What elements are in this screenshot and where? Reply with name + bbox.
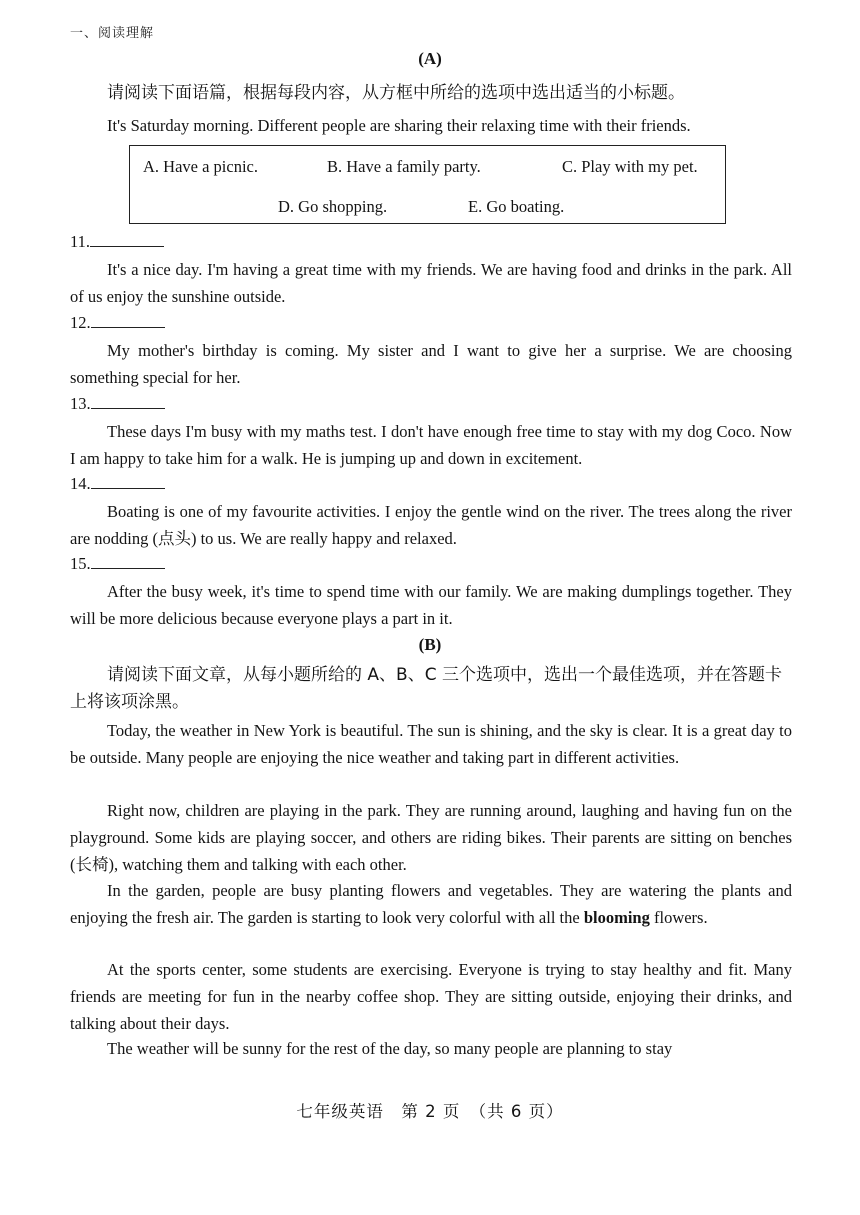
question-14-text: Boating is one of my favourite activities. I enjoy the gentle wind on the river. The trees along the river are nodding (点头) to us. We are really happy and relaxed. [70,502,792,548]
page-footer: 七年级英语 第 2 页 （共 6 页） [296,1102,564,1121]
passage-paragraph-5: The weather will be sunny for the rest of the day, so many people are planning to stay [107,1039,673,1058]
bold-word: blooming [583,908,650,927]
option-c: C. Play with my pet. [562,157,698,176]
question-13-text: These days I'm busy with my maths test. I don't have enough free time to stay with my dog Coco. Now I am happy to take him for a walk. He is jumping up and down in excitement. [70,422,792,468]
section-a-heading: (A) [418,49,442,68]
question-11-number: 11. [70,232,164,252]
passage-paragraph-4: At the sports center, some students are exercising. Everyone is trying to stay healthy and fit. Many friends are meeting for fun in the nearby coffee shop. They are sitting outside, enjoying their drinks, and talking about their days. [70,960,792,1033]
question-13-number: 13. [70,394,165,414]
option-a: A. Have a picnic. [143,157,258,176]
answer-blank[interactable] [91,474,165,489]
question-15-text: After the busy week, it's time to spend time with our family. We are making dumplings together. They will be more delicious because everyone plays a part in it. [70,582,792,628]
option-d: D. Go shopping. [278,197,388,216]
question-12-number: 12. [70,313,165,333]
passage-paragraph-1: Today, the weather in New York is beautiful. The sun is shining, and the sky is clear. It is a great day to be outside. Many people are enjoying the nice weather and taking part in different activities. [70,721,792,767]
section-header-fragment: 一、阅读理解 [70,25,155,40]
question-14-number: 14. [70,474,165,494]
section-b-heading: (B) [418,635,442,654]
question-12-text: My mother's birthday is coming. My sister and I want to give her a surprise. We are choosing something special for her. [70,341,792,387]
section-a-instruction: 请阅读下面语篇，根据每段内容，从方框中所给的选项中选出适当的小标题。 [107,83,685,103]
section-a-intro: It's Saturday morning. Different people are sharing their relaxing time with their friends. [107,116,691,135]
option-b: B. Have a family party. [327,157,481,176]
question-11-text: It's a nice day. I'm having a great time with my friends. We are having food and drinks in the park. All of us enjoy the sunshine outside. [70,260,792,306]
passage-paragraph-2: Right now, children are playing in the park. They are running around, laughing and having fun on the playground. Some kids are playing soccer, and others are riding bikes. Their parents are sitting on benches (长椅), watching them and talking with each other. [70,801,792,874]
passage-paragraph-3: In the garden, people are busy planting flowers and vegetables. They are watering the plants and enjoying the fresh air. The garden is starting to look very colorful with all the blooming flowers. [70,881,792,927]
answer-blank[interactable] [90,232,164,247]
section-b-instruction: 请阅读下面文章，从每小题所给的 A、B、C 三个选项中，选出一个最佳选项，并在答题卡上将该项涂黑。 [70,665,782,712]
options-box [129,145,726,224]
question-15-number: 15. [70,554,165,574]
option-e: E. Go boating. [468,197,565,216]
answer-blank[interactable] [91,313,165,328]
answer-blank[interactable] [91,554,165,569]
answer-blank[interactable] [91,394,165,409]
